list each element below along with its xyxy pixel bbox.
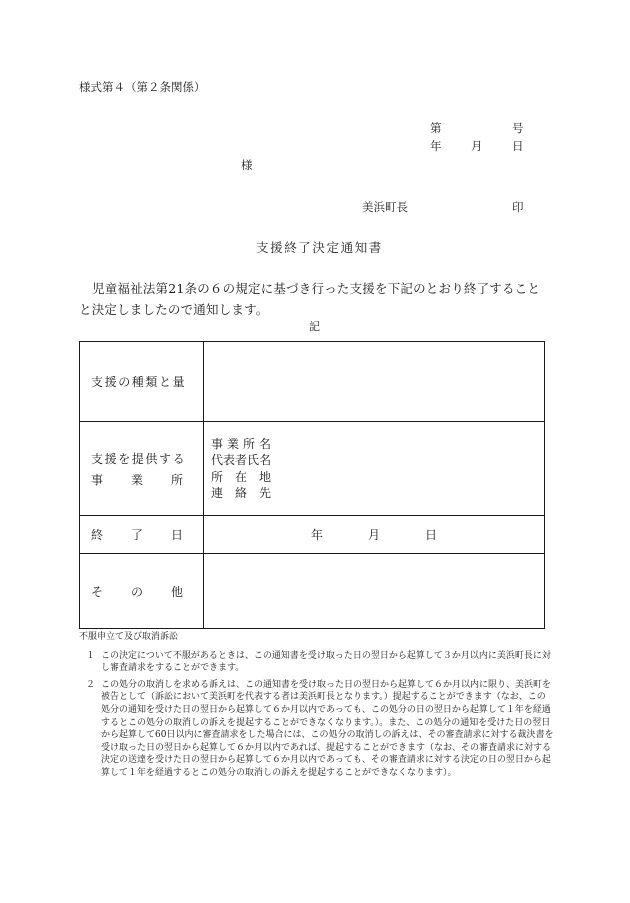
document-number-suffix: 号 — [512, 121, 524, 135]
date-day: 日 — [512, 139, 524, 153]
field-address: 所 在 地 — [211, 469, 271, 484]
provider-fields-cell — [204, 422, 545, 516]
field-office-name: 事 業 所 名 — [211, 436, 271, 451]
note-item: ２ この処分の取消しを求める訴えは、この通知書を受け取った日の翌日から起算して６か月以内に限り、美浜町を被告として（訴訟において美浜町を代表する者は美浜町長となります。）提起することができます（なお、この処分の通知を受けた日の翌日から起算して６か月以内であっても、この処分の日の翌日から起算して１年を経過するとこの処分の取消しの訴えを提起することができなくなります。）。また、この処分の通知を受けた日の翌日から起算して60日以内に審査請求をした場合には、この処分の取消しの訴えは、その審査請求に対する裁決書を受け取った日の翌日から起算して６か月以内であれば、提起することができます（なお、その審査請求に対する決定の送達を受けた日の翌日から起算して６か月以内であっても、その審査請求に対する決定の日の翌日から起算して１年を経過するとこの処分の取消しの訴えを提起することができなくなります）。 — [86, 679, 554, 778]
note-item: １ この決定について不服があるときは、この通知書を受け取った日の翌日から起算して３か月以内に美浜町長に対し審査請求をすることができます。 — [86, 650, 551, 674]
row-support-type — [80, 342, 545, 422]
date-month: 月 — [471, 139, 483, 153]
recipient-honorific: 様 — [241, 158, 253, 172]
row-end-date — [80, 516, 545, 554]
end-date-label-cell — [80, 516, 204, 554]
other-value-cell — [204, 554, 545, 629]
support-type-value-cell — [204, 342, 545, 422]
other-label: そ の 他 — [91, 584, 183, 599]
provider-label-line1: 支援を提供する — [91, 451, 187, 466]
date-year: 年 — [430, 139, 442, 153]
document-title: 支援終了決定通知書 — [256, 240, 383, 255]
ki-marker: 記 — [309, 320, 320, 333]
provider-label-line2: 事 業 所 — [91, 472, 183, 487]
field-representative-name: 代 表 者 氏 名 — [211, 453, 272, 467]
field-contact: 連 絡 先 — [211, 486, 271, 500]
end-date-parts: 年 月 日 — [310, 528, 437, 542]
body-paragraph: 児童福祉法第21条の６の規定に基づき行った支援を下記のとおり終了することと決定しましたので通知します。 — [79, 281, 541, 317]
appeal-notes — [79, 631, 554, 784]
form-label: 様式第４（第２条関係） — [79, 80, 206, 94]
end-date-label: 終 了 日 — [91, 528, 183, 542]
end-date-value-cell — [204, 516, 545, 554]
row-other — [80, 554, 545, 629]
support-table — [79, 341, 545, 629]
support-type-label: 支援の種類と量 — [91, 375, 187, 389]
seal-mark: 印 — [512, 200, 524, 214]
row-provider — [80, 422, 545, 516]
document-number-prefix: 第 — [430, 121, 442, 135]
notes-heading: 不服申立て及び取消訴訟 — [79, 632, 179, 642]
issuer-name: 美浜町長 — [362, 200, 408, 214]
other-label-cell — [80, 554, 204, 629]
provider-fields — [211, 436, 544, 502]
support-type-label-cell — [80, 342, 204, 422]
provider-label-cell — [80, 422, 204, 516]
